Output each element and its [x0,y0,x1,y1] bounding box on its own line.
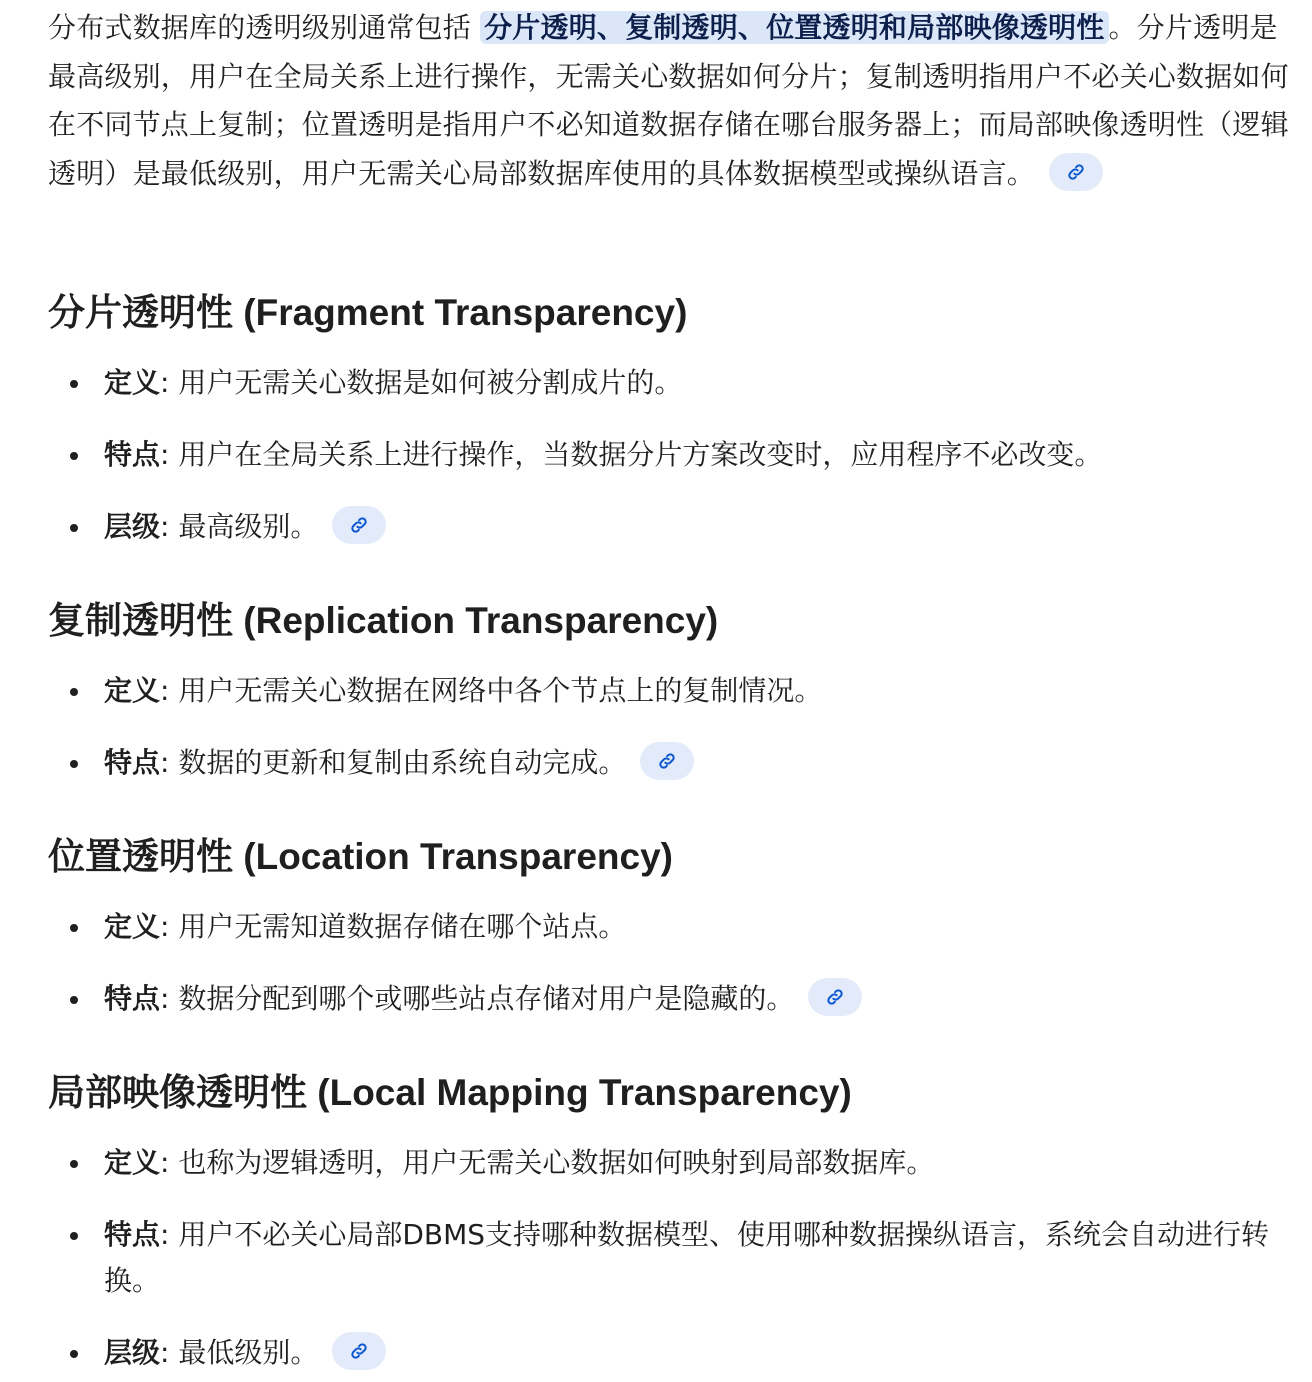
bullet [70,524,78,532]
item-label: 层级 [104,1336,161,1369]
bullet [70,760,78,768]
list-item [48,740,1300,786]
section-title-fragment: 分片透明性 (Fragment Transparency) [48,292,688,333]
list-item [48,1330,1300,1376]
item-text: : 用户无需关心数据是如何被分割成片的。 [160,366,683,399]
item-label: 特点 [104,746,161,779]
item-text: : 也称为逻辑透明，用户无需关心数据如何映射到局部数据库。 [160,1146,935,1179]
item-text: : 最高级别。 [160,510,319,543]
intro-text-before: 分布式数据库的透明级别通常包括 [48,11,481,44]
list-item [48,904,1300,950]
section-title-replication: 复制透明性 (Replication Transparency) [48,600,719,641]
intro-text-after: 。分片透明是最高级别，用户在全局关系上进行操作，无需关心数据如何分片；复制透明指用户不必关心数据如何在不同节点上复制；位置透明是指用户不必知道数据存储在哪台服务器上；而局部映像透明性（逻辑透明）是最低级别，用户无需关心局部数据库使用的具体数据模型或操纵语言。 [48,11,1289,190]
list-item [48,1140,1300,1186]
bullet [70,1232,78,1240]
item-text: : 用户无需知道数据存储在哪个站点。 [160,910,627,943]
intro-paragraph [48,4,1300,198]
item-text: : 最低级别。 [160,1336,319,1369]
list-item [48,360,1300,406]
link-icon [349,515,369,535]
item-text: : 数据分配到哪个或哪些站点存储对用户是隐藏的。 [160,982,795,1015]
response-content [48,4,1300,1369]
item-label: 特点 [104,982,161,1015]
bullet [70,688,78,696]
bullet [70,380,78,388]
section-title-local-mapping: 局部映像透明性 (Local Mapping Transparency) [48,1072,852,1113]
link-icon [349,1341,369,1361]
list-item [48,976,1300,1022]
item-label: 特点 [104,1218,161,1251]
bullet [70,1160,78,1168]
bullet [70,996,78,1004]
bullet [70,452,78,460]
item-label: 定义 [104,366,161,399]
section-title-location: 位置透明性 (Location Transparency) [48,836,673,877]
source-link-chip[interactable] [332,506,386,544]
item-label: 特点 [104,438,161,471]
link-icon [1066,162,1086,182]
section-list-fragment [48,360,1300,550]
intro-highlight: 分片透明、复制透明、位置透明和局部映像透明性 [480,11,1108,44]
source-link-chip[interactable] [1049,153,1103,191]
list-item [48,1212,1300,1304]
section-list-location [48,904,1300,1022]
link-icon [825,987,845,1007]
item-label: 层级 [104,510,161,543]
item-text: : 用户不必关心局部DBMS支持哪种数据模型、使用哪种数据操纵语言，系统会自动进行转换。 [104,1218,1270,1297]
list-item [48,504,1300,550]
item-label: 定义 [104,910,161,943]
bullet [70,1350,78,1358]
list-item [48,668,1300,714]
source-link-chip[interactable] [332,1332,386,1370]
item-text: : 数据的更新和复制由系统自动完成。 [160,746,627,779]
section-list-replication [48,668,1300,786]
bullet [70,924,78,932]
list-item [48,432,1300,478]
item-label: 定义 [104,1146,161,1179]
source-link-chip[interactable] [808,978,862,1016]
link-icon [657,751,677,771]
source-link-chip[interactable] [640,742,694,780]
item-label: 定义 [104,674,161,707]
item-text: : 用户无需关心数据在网络中各个节点上的复制情况。 [160,674,823,707]
section-list-local-mapping [48,1140,1300,1376]
item-text: : 用户在全局关系上进行操作，当数据分片方案改变时，应用程序不必改变。 [160,438,1103,471]
